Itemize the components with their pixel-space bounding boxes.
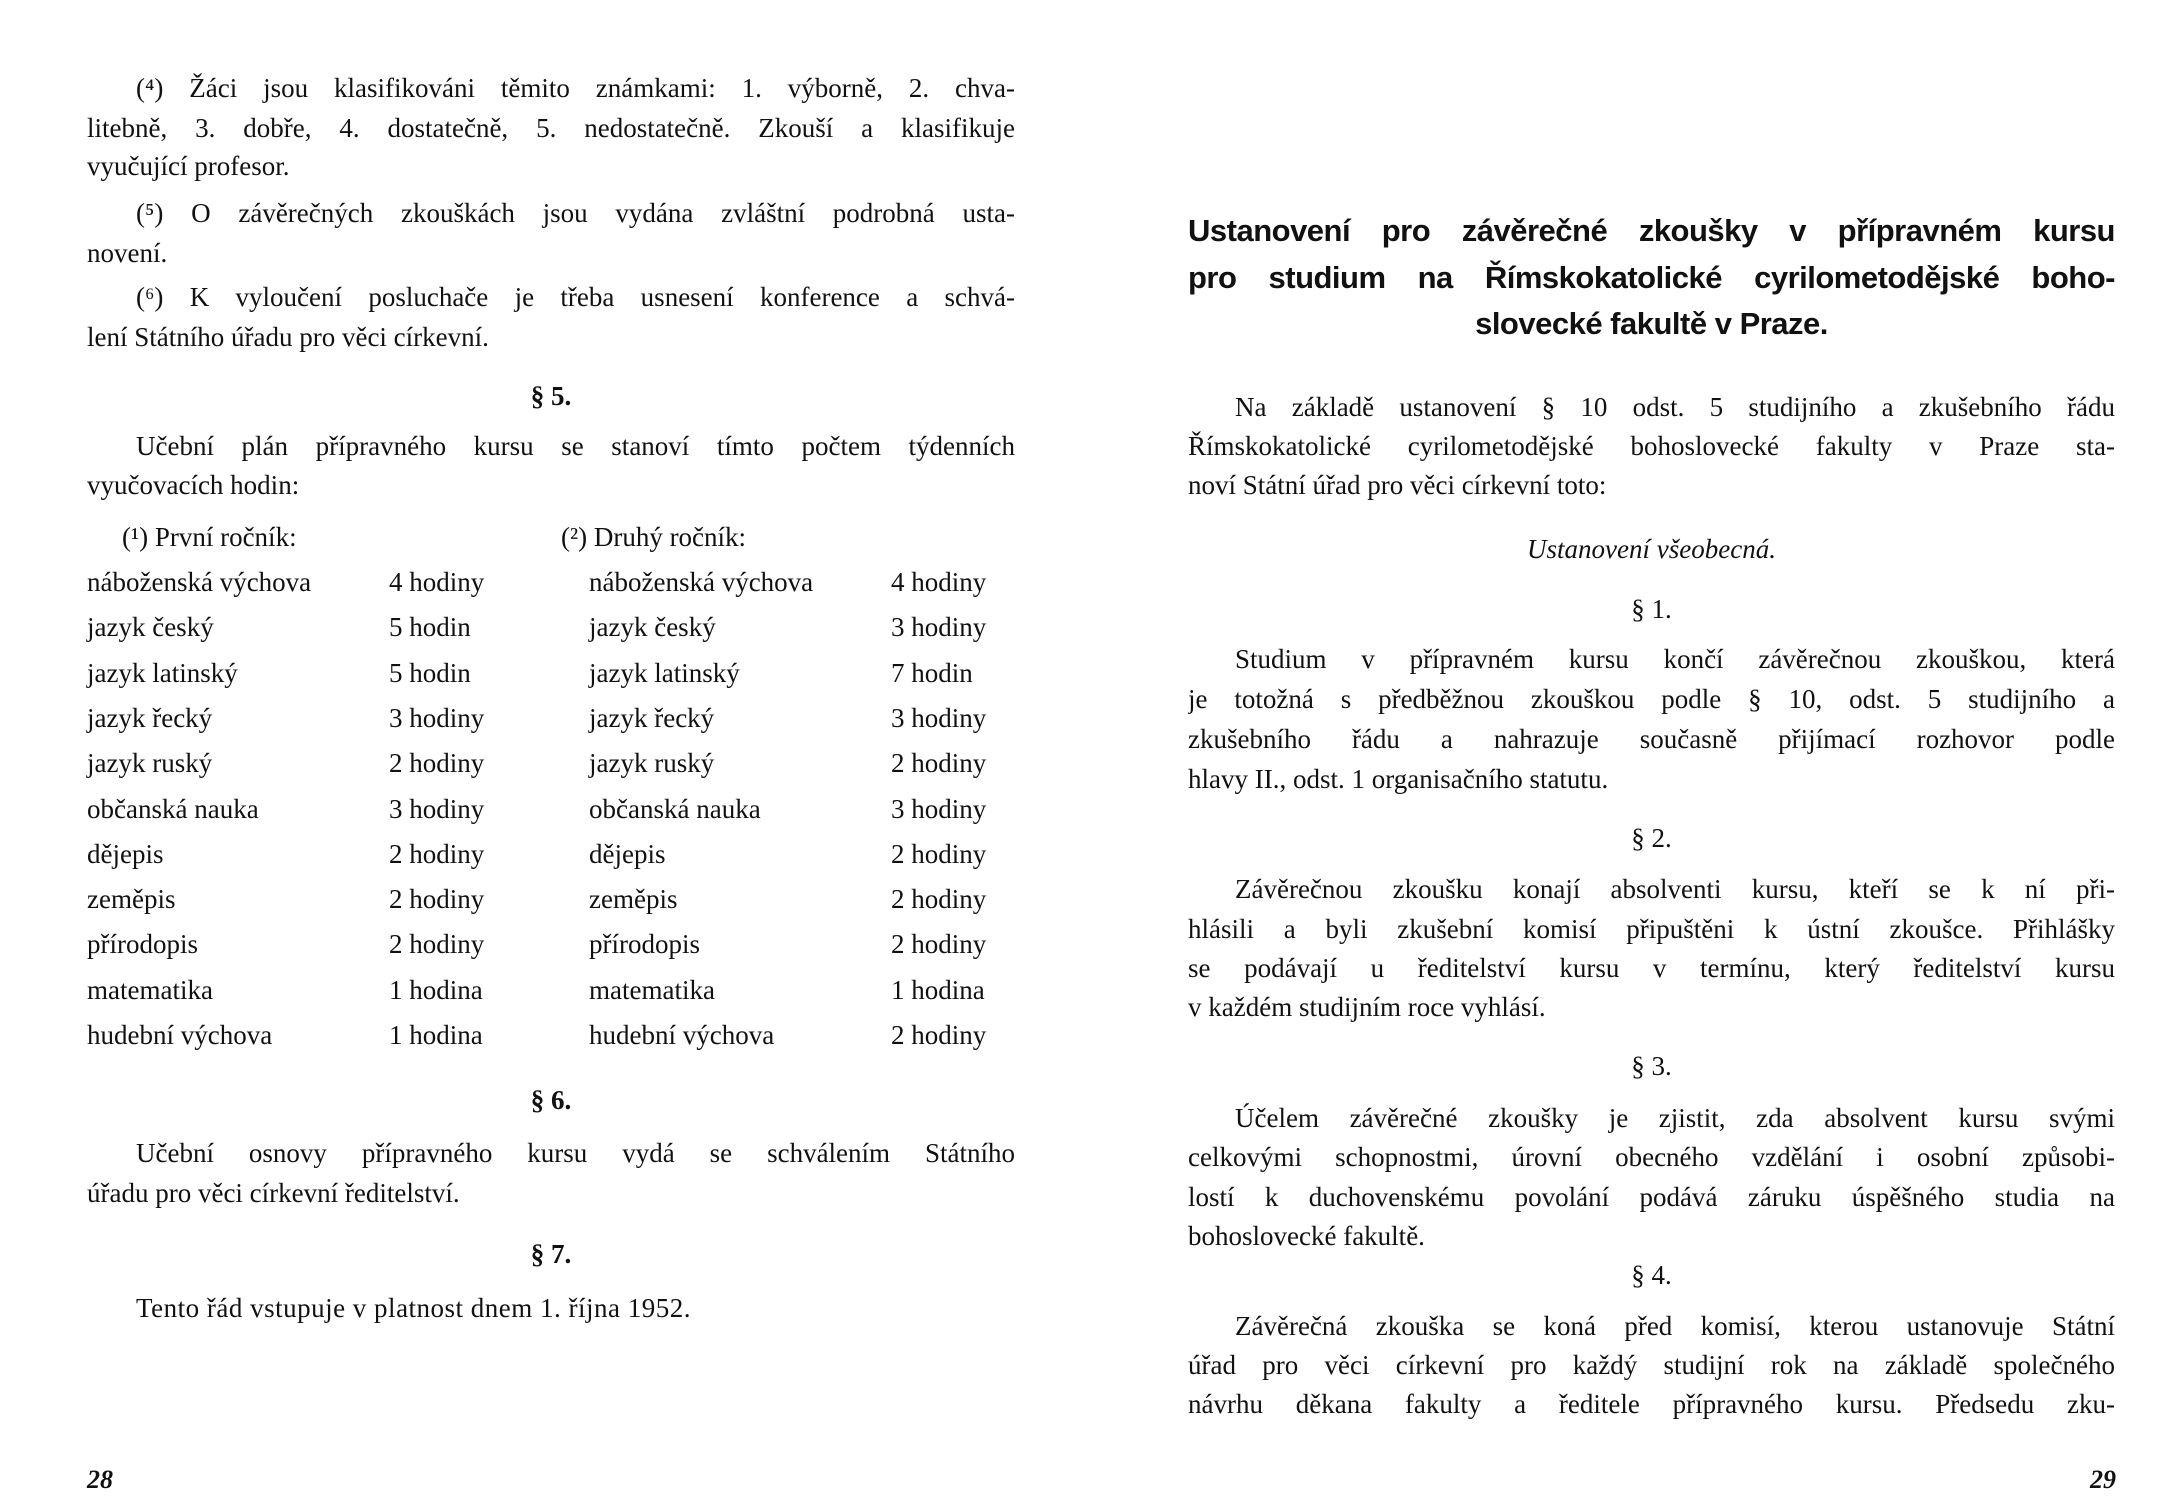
p3-line: Účelem závěrečné zkoušky je zjistit, zda absolvent kursu svými [1235, 1103, 2115, 1133]
subject-first-year: matematika [87, 974, 213, 1005]
subject-first-year: zeměpis [87, 884, 176, 915]
page-number-left: 28 [87, 1465, 113, 1494]
hours-second-year: 2 hodiny [891, 884, 987, 915]
page-number-right: 29 [2090, 1465, 2116, 1494]
p3-line: lostí k duchovenskému povolání podává záruku úspěšného studia na [1188, 1182, 2115, 1212]
first-year-heading: (¹) První ročník: [122, 522, 297, 552]
hours-second-year: 2 hodiny [891, 1020, 987, 1050]
p2-line: Závěrečnou zkoušku konají absolventi kursu, kteří se k ní při- [1235, 874, 2115, 904]
para5-line: (⁵) O závěrečných zkouškách jsou vydána zvláštní podrobná usta- [136, 198, 1015, 228]
section-4-heading: § 4. [1631, 1260, 1672, 1290]
hours-first-year: 2 hodiny [389, 884, 485, 915]
section-7-heading: § 7. [530, 1239, 572, 1269]
hours-first-year: 2 hodiny [389, 748, 485, 779]
hours-first-year: 2 hodiny [389, 929, 485, 960]
section-5-heading: § 5. [530, 381, 572, 411]
title-line: slovecké fakultě v Praze. [1475, 306, 1828, 341]
subject-second-year: dějepis [589, 838, 666, 869]
para4-line: litebně, 3. dobře, 4. dostatečně, 5. nedostatečně. Zkouší a klasifikuje [87, 113, 1015, 143]
hours-second-year: 4 hodiny [891, 567, 987, 597]
hours-second-year: 3 hodiny [891, 702, 987, 733]
subject-second-year: jazyk ruský [589, 748, 715, 779]
title-line: Ustanovení pro závěrečné zkoušky v přípravném kursu [1188, 213, 2115, 248]
hours-second-year: 3 hodiny [891, 612, 987, 643]
hours-second-year: 2 hodiny [891, 748, 987, 779]
title-line: pro studium na Římskokatolické cyrilometodějské boho- [1188, 260, 2115, 295]
hours-first-year: 5 hodin [389, 657, 471, 688]
p4-line: úřad pro věci církevní pro každý studijní rok na základě společného [1188, 1350, 2115, 1380]
p2-line: se podávají u ředitelství kursu v termínu, který ředitelství kursu [1188, 953, 2115, 983]
p4-line: Závěrečná zkouška se koná před komisí, kterou ustanovuje Státní [1235, 1311, 2115, 1341]
subject-first-year: jazyk ruský [87, 748, 213, 779]
hours-first-year: 1 hodina [389, 1020, 483, 1050]
subject-second-year: jazyk řecký [589, 702, 715, 733]
subject-second-year: občanská nauka [589, 793, 761, 824]
p2-line: hlásili a byli zkušební komisí připuštěni k ústní zkoušce. Přihlášky [1188, 914, 2115, 944]
subject-first-year: občanská nauka [87, 793, 259, 824]
p1-line: Studium v přípravném kursu končí závěrečnou zkouškou, která [1235, 644, 2115, 674]
para6-line: (⁶) K vyloučení posluchače je třeba usnesení konference a schvá- [136, 282, 1015, 312]
hours-second-year: 3 hodiny [891, 793, 987, 824]
p2-line: v každém studijním roce vyhlásí. [1188, 992, 1546, 1022]
hours-second-year: 2 hodiny [891, 838, 987, 869]
p1-line: hlavy II., odst. 1 organisačního statutu. [1188, 764, 1609, 794]
hours-first-year: 5 hodin [389, 612, 471, 643]
subject-second-year: jazyk latinský [589, 657, 740, 688]
hours-second-year: 7 hodin [891, 657, 973, 688]
section-3-heading: § 3. [1631, 1051, 1672, 1081]
hours-second-year: 1 hodina [891, 974, 985, 1005]
subject-first-year: jazyk český [87, 612, 214, 643]
subject-second-year: jazyk český [589, 612, 716, 643]
hours-first-year: 3 hodiny [389, 793, 485, 824]
subject-second-year: náboženská výchova [589, 567, 814, 597]
p1-line: zkušebního řádu a nahrazuje současně přijímací rozhovor podle [1188, 724, 2115, 754]
plan-intro-line: Učební plán přípravného kursu se stanoví tímto počtem týdenních [136, 431, 1015, 461]
para4-line: vyučující profesor. [87, 151, 290, 181]
p3-line: celkovými schopnostmi, úrovní obecného vzdělání i osobní způsobi- [1188, 1142, 2115, 1172]
intro-line: Římskokatolické cyrilometodějské bohoslovecké fakulty v Praze sta- [1188, 431, 2115, 461]
hours-first-year: 2 hodiny [389, 838, 485, 869]
section-2-heading: § 2. [1631, 823, 1672, 853]
para4-line: (⁴) Žáci jsou klasifikováni těmito známkami: 1. výborně, 2. chva- [136, 73, 1015, 103]
hours-second-year: 2 hodiny [891, 929, 987, 960]
subject-first-year: jazyk latinský [87, 657, 238, 688]
subject-first-year: náboženská výchova [87, 567, 312, 597]
subject-second-year: matematika [589, 974, 715, 1005]
p3-line: bohoslovecké fakultě. [1188, 1221, 1425, 1251]
subject-first-year: hudební výchova [87, 1020, 273, 1050]
subject-second-year: hudební výchova [589, 1020, 775, 1050]
hours-first-year: 4 hodiny [389, 567, 485, 597]
subject-second-year: zeměpis [589, 884, 678, 915]
subject-first-year: dějepis [87, 838, 164, 869]
p1-line: je totožná s předběžnou zkouškou podle § 10, odst. 5 studijního a [1188, 684, 2115, 714]
p4-line: návrhu děkana fakulty a ředitele přípravného kursu. Předsedu zku- [1188, 1389, 2115, 1419]
plan-intro-line: vyučovacích hodin: [87, 470, 300, 500]
hours-first-year: 3 hodiny [389, 702, 485, 733]
subject-second-year: přírodopis [589, 929, 700, 960]
osnovy-line: úřadu pro věci církevní ředitelství. [87, 1178, 460, 1208]
para6-line: lení Státního úřadu pro věci církevní. [87, 322, 489, 352]
effective-date-text: Tento řád vstupuje v platnost dnem 1. října 1952. [136, 1293, 692, 1323]
subheading: Ustanovení všeobecná. [1527, 534, 1776, 564]
intro-line: Na základě ustanovení § 10 odst. 5 studijního a zkušebního řádu [1235, 392, 2115, 422]
section-1-heading: § 1. [1631, 594, 1672, 624]
intro-line: noví Státní úřad pro věci církevní toto: [1188, 470, 1607, 500]
subject-first-year: přírodopis [87, 929, 198, 960]
second-year-heading: (²) Druhý ročník: [561, 522, 747, 552]
hours-first-year: 1 hodina [389, 974, 483, 1005]
section-6-heading: § 6. [530, 1085, 572, 1115]
para5-line: novení. [87, 238, 168, 268]
subject-first-year: jazyk řecký [87, 702, 213, 733]
osnovy-line: Učební osnovy přípravného kursu vydá se schválením Státního [136, 1138, 1015, 1168]
